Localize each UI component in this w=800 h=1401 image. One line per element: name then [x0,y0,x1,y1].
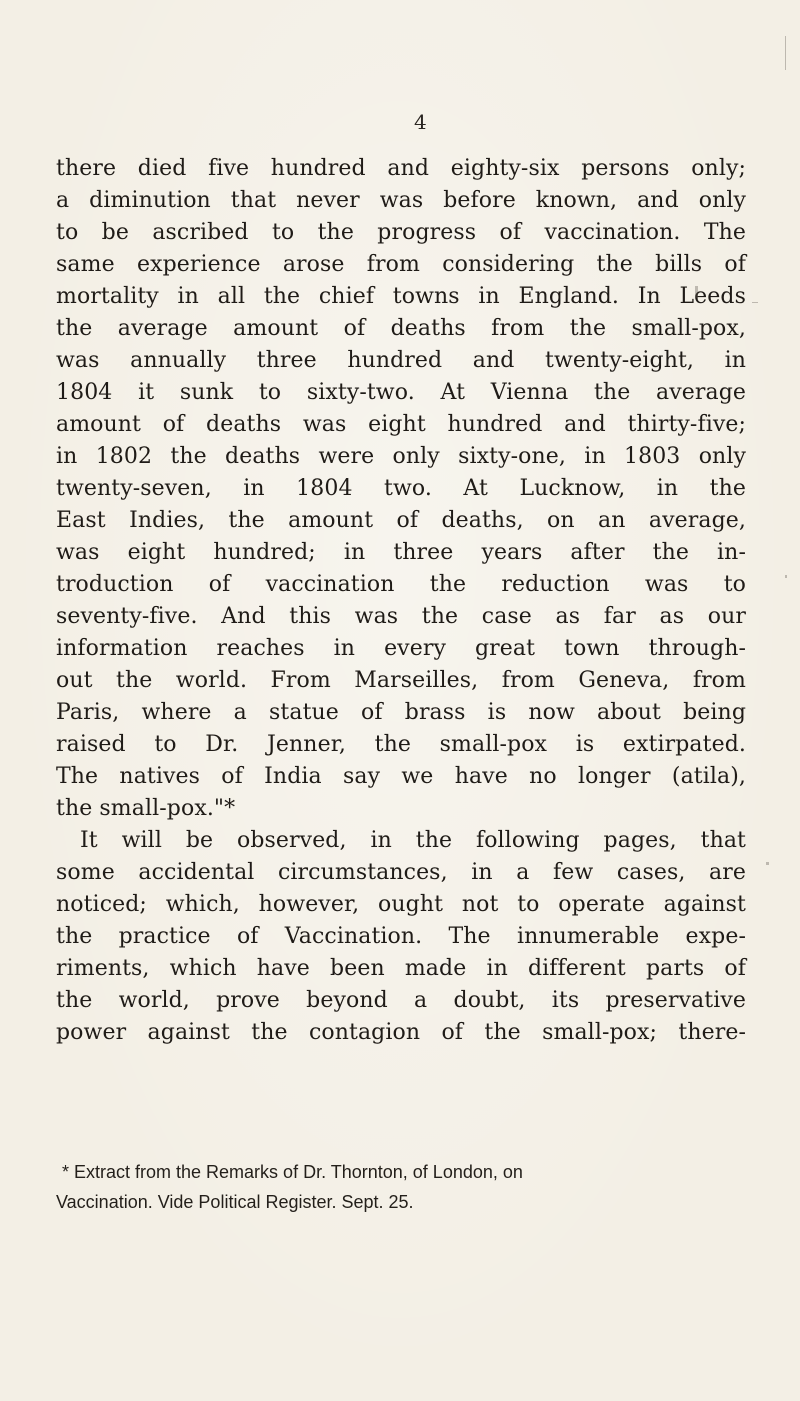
footnote [56,1157,746,1217]
text-line: amount of deaths was eight hundred and thirty-five; [56,412,746,437]
text-line: riments, which have been made in different parts of [56,956,746,981]
footnote-line: * Extract from the Remarks of Dr. Thornton, of London, on [62,1162,523,1182]
text-line: the average amount of deaths from the small-pox, [56,316,746,341]
text-line: 1804 it sunk to sixty-two. At Vienna the average [56,380,746,405]
text-line: seventy-five. And this was the case as far as our [56,604,746,629]
text-line: Paris, where a statue of brass is now about being [56,700,746,725]
text-line: raised to Dr. Jenner, the small-pox is extirpated. [56,732,746,757]
text-line: was annually three hundred and twenty-eight, in [56,348,746,373]
paper-speck [695,286,698,298]
text-line: noticed; which, however, ought not to operate against [56,892,746,917]
page-number: 4 [414,110,427,134]
text-line: was eight hundred; in three years after the in- [56,540,746,565]
text-line: twenty-seven, in 1804 two. At Lucknow, in the [56,476,746,501]
paper-speck [766,862,769,865]
text-line: there died five hundred and eighty-six persons only; [56,156,746,181]
text-line: the world, prove beyond a doubt, its preservative [56,988,746,1013]
text-line: East Indies, the amount of deaths, on an average, [56,508,746,533]
footnote-line: Vaccination. Vide Political Register. Sept. 25. [56,1192,414,1212]
text-line: in 1802 the deaths were only sixty-one, in 1803 only [56,444,746,469]
text-line: some accidental circumstances, in a few cases, are [56,860,746,885]
text-line: out the world. From Marseilles, from Geneva, from [56,668,746,693]
text-line: same experience arose from considering the bills of [56,252,746,277]
text-line: mortality in all the chief towns in England. In Leeds [56,284,746,309]
text-line: the practice of Vaccination. The innumerable expe- [56,924,746,949]
text-line: power against the contagion of the small-pox; there- [56,1020,746,1045]
text-line: information reaches in every great town through- [56,636,746,661]
paper-speck [785,575,787,578]
text-line: to be ascribed to the progress of vaccination. The [56,220,746,245]
text-line: troduction of vaccination the reduction was to [56,572,746,597]
text-line: the small-pox."* [56,796,236,821]
text-line: The natives of India say we have no longer (atila), [56,764,746,789]
paper-speck [752,302,758,303]
text-line: It will be observed, in the following pages, that [80,828,746,853]
paper-speck [785,36,786,70]
body-text [56,153,746,1049]
text-line: a diminution that never was before known, and only [56,188,746,213]
